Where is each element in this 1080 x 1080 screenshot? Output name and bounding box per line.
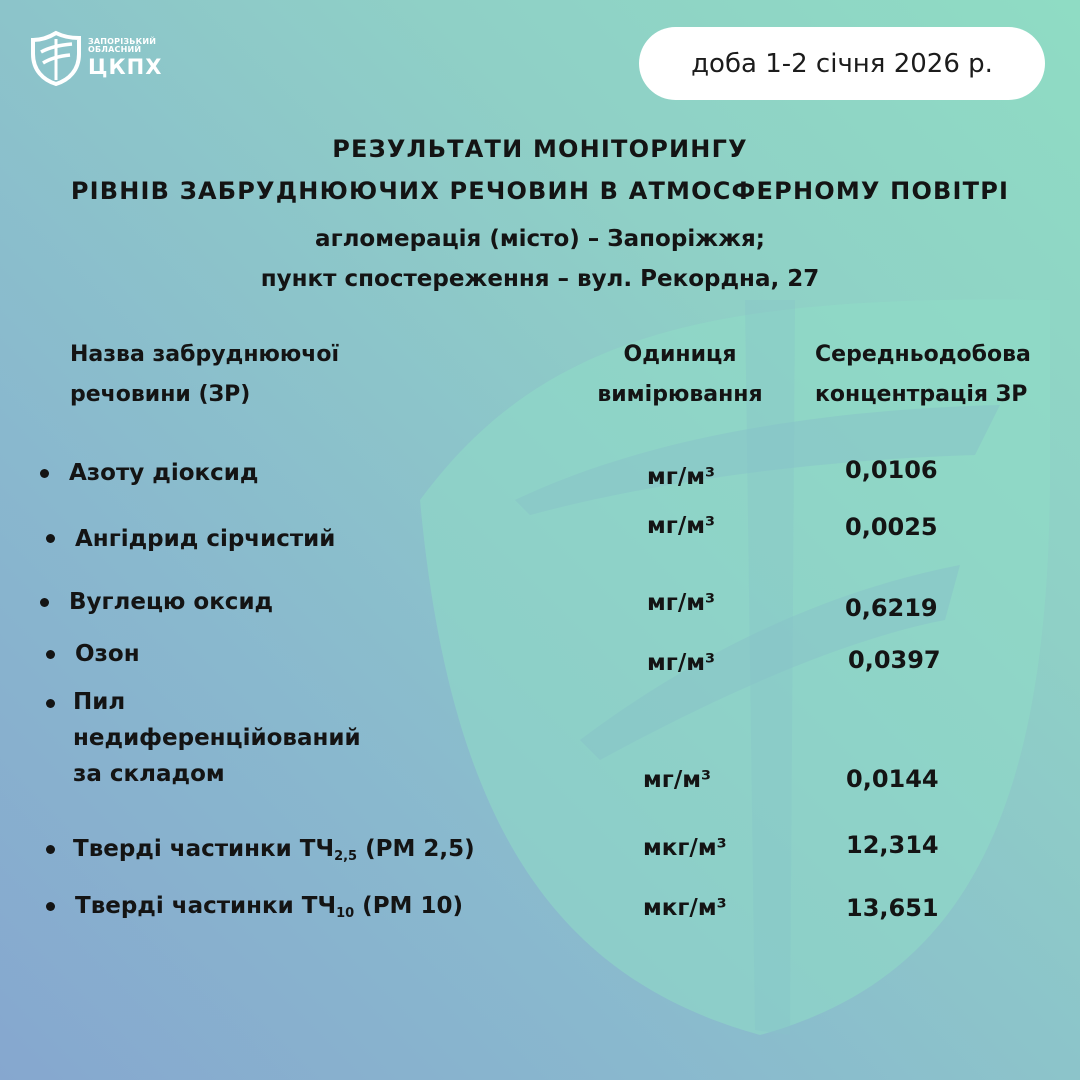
bullet-icon	[40, 598, 49, 607]
pollutant-unit: мкг/м³	[643, 835, 727, 861]
pollutant-unit: мг/м³	[647, 650, 716, 676]
column-header-name: Назва забруднюючої речовини (ЗР)	[70, 342, 340, 407]
pollutant-name: Тверді частинки $ТЧ_{10}$ (РМ 10)	[75, 893, 463, 921]
shield-logo-icon	[30, 30, 82, 86]
pollutant-value: 0,0106	[845, 456, 938, 484]
column-header-unit: Одиниця вимірювання	[597, 342, 763, 407]
pollutant-value: 0,0025	[845, 513, 938, 541]
pollutant-name: Азоту діоксид	[69, 460, 259, 486]
pollutant-unit: мг/м³	[643, 767, 712, 793]
pollutant-name: Озон	[75, 641, 140, 667]
pollutant-name: Вуглецю оксид	[69, 589, 274, 615]
pollutant-name: Ангідрид сірчистий	[75, 526, 336, 552]
pollutant-name: Пил недиференційований за складом	[73, 689, 361, 787]
pollutant-value: 12,314	[846, 831, 939, 859]
pollutant-value: 13,651	[846, 894, 939, 922]
bullet-icon	[40, 469, 49, 478]
pollutant-unit: мг/м³	[647, 464, 716, 490]
logo	[30, 30, 162, 86]
title-line-1: РЕЗУЛЬТАТИ МОНІТОРИНГУ	[332, 135, 748, 163]
pollutant-name: Тверді частинки $ТЧ_{2,5}$ (РМ 2,5)	[73, 836, 475, 864]
title-block	[0, 128, 1080, 299]
bullet-icon	[46, 699, 55, 708]
pollutant-value: 0,0397	[848, 646, 941, 674]
pollutant-value: 0,6219	[845, 594, 938, 622]
pollutant-unit: мкг/м³	[643, 895, 727, 921]
logo-org-name: ЦКПХ	[88, 55, 163, 80]
column-header-concentration: Середньодобова концентрація ЗР	[815, 342, 1031, 407]
logo-org-line2: ОБЛАСНИЙ	[88, 44, 142, 54]
date-badge: доба 1-2 січня 2026 р.	[639, 27, 1045, 100]
bullet-icon	[46, 902, 55, 911]
subtitle-city: агломерація (місто) – Запоріжжя;	[315, 226, 765, 252]
pollutant-unit: мг/м³	[647, 513, 716, 539]
pollutant-unit: мг/м³	[647, 590, 716, 616]
subtitle-station: пункт спостереження – вул. Рекордна, 27	[260, 266, 820, 292]
logo-org-line1: ЗАПОРІЗЬКИЙ	[88, 36, 157, 46]
pollutant-value: 0,0144	[846, 765, 939, 793]
bullet-icon	[46, 650, 55, 659]
title-line-2: РІВНІВ ЗАБРУДНЮЮЧИХ РЕЧОВИН В АТМОСФЕРНОМУ ПОВІТРІ	[70, 177, 1010, 205]
bullet-icon	[46, 534, 55, 543]
bullet-icon	[46, 845, 55, 854]
